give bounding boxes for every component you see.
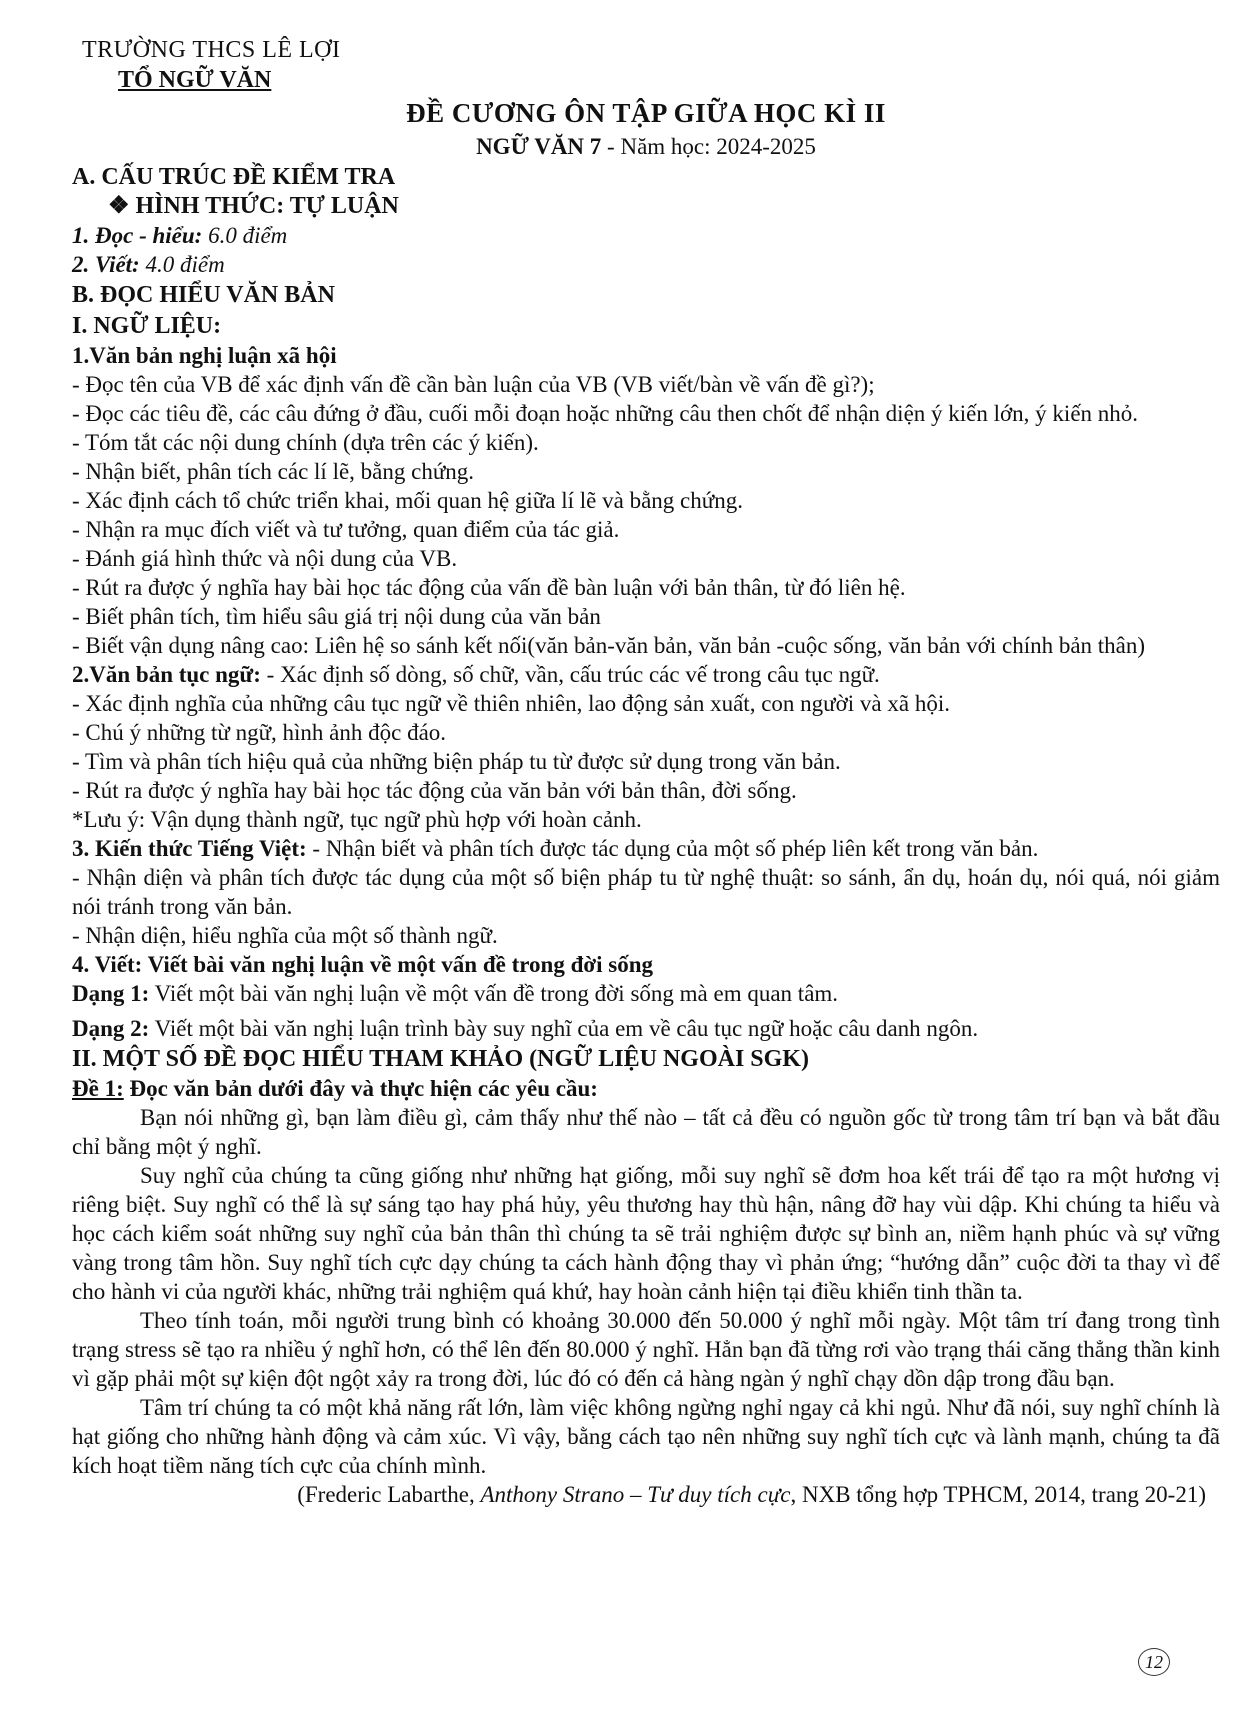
list-item: - Đọc tên của VB để xác định vấn đề cần bàn luận của VB (VB viết/bàn về vấn đề gì?); bbox=[72, 372, 875, 397]
writing-type-2 bbox=[72, 1014, 1220, 1043]
list-item: - Biết phân tích, tìm hiểu sâu giá trị nội dung của văn bản bbox=[72, 604, 601, 629]
subject-label: NGỮ VĂN 7 bbox=[476, 134, 602, 159]
document-title: ĐỀ CƯƠNG ÔN TẬP GIỮA HỌC KÌ II bbox=[406, 98, 886, 128]
list-item: - Tìm và phân tích hiệu quả của những biện pháp tu từ được sử dụng trong văn bản. bbox=[72, 749, 841, 774]
school-name: TRƯỜNG THCS LÊ LỢI bbox=[82, 37, 341, 63]
list-item: - Nhận biết và phân tích được tác dụng của một số phép liên kết trong văn bản. bbox=[306, 836, 1039, 861]
writing-type-1 bbox=[72, 979, 1220, 1008]
list-item: - Nhận ra mục đích viết và tư tưởng, quan điểm của tác giả. bbox=[72, 517, 620, 542]
passage-paragraph: Suy nghĩ của chúng ta cũng giống như những hạt giống, mỗi suy nghĩ sẽ đơm hoa kết trái để tạo ra một hương vị riêng biệt. Suy nghĩ có thể là sự sáng tạo hay phá hủy, yêu thương hay thù hận, nâng đỡ hay vùi dập. Khi chúng ta hiểu và học cách kiểm soát những suy nghĩ của bản thân thì chúng ta sẽ trải nghiệm được sự bình an, niềm hạnh phúc và sự vững vàng trong tâm hồn. Suy nghĩ tích cực dạy chúng ta cách hành động thay vì phản ứng; “hướng dẫn” cuộc đời ta thay vì để cho hành vi của người khác, những trải nghiệm quá khứ, hay hoàn cảnh hiện tại điều khiển tinh thần ta. bbox=[72, 1163, 1220, 1304]
writing-type-1-label: Dạng 1: bbox=[72, 981, 150, 1006]
list-item: - Xác định số dòng, số chữ, vần, cấu trúc các vế trong câu tục ngữ. bbox=[260, 662, 880, 687]
subsection-2-heading: 2.Văn bản tục ngữ: bbox=[72, 662, 261, 687]
section-a-heading: A. CẤU TRÚC ĐỀ KIỂM TRA bbox=[72, 164, 396, 190]
list-item: - Nhận biết, phân tích các lí lẽ, bằng chứng. bbox=[72, 459, 475, 484]
score-label-writing: 2. Viết: bbox=[72, 252, 140, 277]
passage-paragraph: Bạn nói những gì, bạn làm điều gì, cảm thấy như thế nào – tất cả đều có nguồn gốc từ trong tâm trí bạn và bắt đầu chỉ bằng một ý nghĩ. bbox=[72, 1105, 1220, 1159]
exercise-1-label: Đề 1: bbox=[72, 1076, 124, 1101]
list-item: - Biết vận dụng nâng cao: Liên hệ so sánh kết nối(văn bản-văn bản, văn bản -cuộc sống, văn bản với chính bản thân) bbox=[72, 633, 1146, 658]
document-page bbox=[72, 36, 1220, 1509]
list-item: - Rút ra được ý nghĩa hay bài học tác động của vấn đề bàn luận với bản thân, từ đó liên hệ. bbox=[72, 575, 906, 600]
passage-citation bbox=[72, 1480, 1220, 1509]
list-item: - Nhận diện và phân tích được tác dụng của một số biện pháp tu từ nghệ thuật: so sánh, ẩn dụ, hoán dụ, nói quá, nói giảm nói tránh trong văn bản. bbox=[72, 865, 1220, 919]
list-item: - Chú ý những từ ngữ, hình ảnh độc đáo. bbox=[72, 720, 447, 745]
list-item: - Đánh giá hình thức và nội dung của VB. bbox=[72, 546, 458, 571]
citation-book: Anthony Strano – Tư duy tích cực bbox=[480, 1482, 791, 1507]
passage-paragraph: Tâm trí chúng ta có một khả năng rất lớn, làm việc không ngừng nghỉ ngay cả khi ngủ. Như đã nói, suy nghĩ chính là hạt giống cho những hành động và cảm xúc. Vì vậy, bằng cách tạo nên những suy nghĩ tích cực và lành mạnh, chúng ta đã kích hoạt tiềm năng tích cực của chính mình. bbox=[72, 1395, 1220, 1478]
list-item: - Xác định cách tổ chức triển khai, mối quan hệ giữa lí lẽ và bằng chứng. bbox=[72, 488, 743, 513]
writing-type-2-label: Dạng 2: bbox=[72, 1016, 150, 1041]
list-item: - Tóm tắt các nội dung chính (dựa trên các ý kiến). bbox=[72, 430, 539, 455]
school-year: - Năm học: 2024-2025 bbox=[601, 134, 816, 159]
score-item-reading bbox=[72, 221, 1220, 250]
writing-type-1-text: Viết một bài văn nghị luận về một vấn đề trong đời sống mà em quan tâm. bbox=[149, 981, 839, 1006]
exam-form: ❖ HÌNH THỨC: TỰ LUẬN bbox=[108, 193, 399, 219]
subsection-1-heading: 1.Văn bản nghị luận xã hội bbox=[72, 343, 337, 368]
part-1-heading: I. NGỮ LIỆU: bbox=[72, 313, 222, 339]
section-b-heading: B. ĐỌC HIỂU VĂN BẢN bbox=[72, 282, 335, 308]
list-item: - Nhận diện, hiểu nghĩa của một số thành ngữ. bbox=[72, 923, 498, 948]
citation-author: (Frederic Labarthe, bbox=[297, 1482, 481, 1507]
subsection-3 bbox=[72, 834, 1220, 863]
passage-paragraph: Theo tính toán, mỗi người trung bình có khoảng 30.000 đến 50.000 ý nghĩ mỗi ngày. Một tâm trí đang trong tình trạng stress sẽ tạo ra nhiều ý nghĩ hơn, có thể lên đến 80.000 ý nghĩ. Hẳn bạn đã từng rơi vào trạng thái căng thẳng thần kinh vì gặp phải một sự kiện đột ngột xảy ra trong đời, lúc đó có đến cả hàng ngàn ý nghĩ chạy dồn dập trong đầu bạn. bbox=[72, 1308, 1220, 1391]
list-item: - Rút ra được ý nghĩa hay bài học tác động của văn bản với bản thân, đời sống. bbox=[72, 778, 797, 803]
department-name: TỔ NGỮ VĂN bbox=[118, 67, 272, 93]
subsection-4-heading: 4. Viết: Viết bài văn nghị luận về một vấn đề trong đời sống bbox=[72, 952, 653, 977]
score-value-reading: 6.0 điểm bbox=[202, 223, 288, 248]
score-item-writing bbox=[72, 250, 1220, 279]
document-subtitle bbox=[72, 132, 1220, 161]
exercise-1-heading bbox=[72, 1074, 1220, 1103]
page-number: 12 bbox=[1138, 1648, 1170, 1676]
note: *Lưu ý: Vận dụng thành ngữ, tục ngữ phù hợp với hoàn cảnh. bbox=[72, 807, 642, 832]
exercise-1-instruction: Đọc văn bản dưới đây và thực hiện các yêu cầu: bbox=[123, 1076, 598, 1101]
list-item: - Xác định nghĩa của những câu tục ngữ về thiên nhiên, lao động sản xuất, con người và xã hội. bbox=[72, 691, 950, 716]
subsection-2 bbox=[72, 660, 1220, 689]
part-2-heading: II. MỘT SỐ ĐỀ ĐỌC HIỂU THAM KHẢO (NGỮ LIỆU NGOÀI SGK) bbox=[72, 1046, 809, 1072]
list-item: - Đọc các tiêu đề, các câu đứng ở đầu, cuối mỗi đoạn hoặc những câu then chốt để nhận diện ý kiến lớn, ý kiến nhỏ. bbox=[72, 401, 1139, 426]
score-value-writing: 4.0 điểm bbox=[139, 252, 225, 277]
subsection-3-heading: 3. Kiến thức Tiếng Việt: bbox=[72, 836, 307, 861]
score-label-reading: 1. Đọc - hiểu: bbox=[72, 223, 203, 248]
writing-type-2-text: Viết một bài văn nghị luận trình bày suy nghĩ của em về câu tục ngữ hoặc câu danh ngôn. bbox=[149, 1016, 979, 1041]
citation-publisher: , NXB tổng hợp TPHCM, 2014, trang 20-21) bbox=[790, 1482, 1206, 1507]
